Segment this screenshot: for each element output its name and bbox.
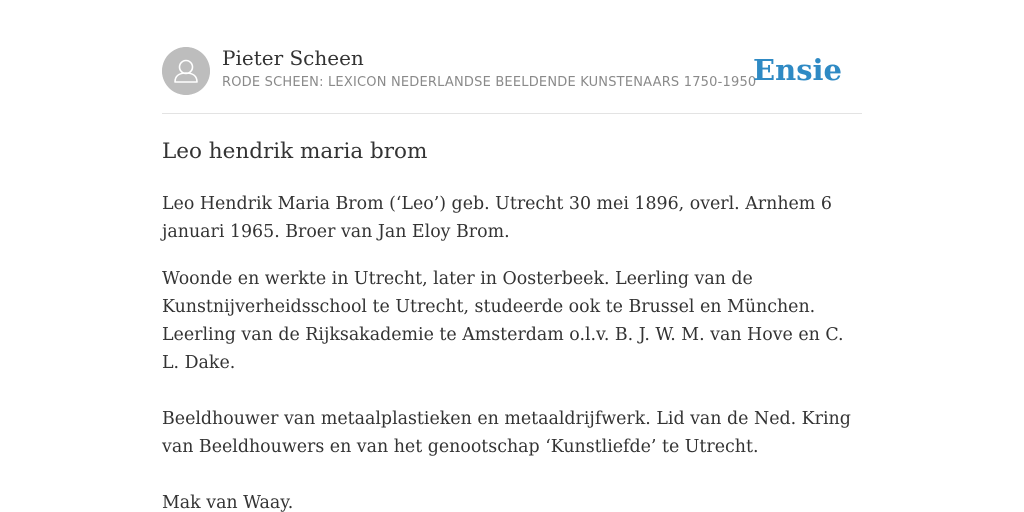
content-container xyxy=(162,0,862,512)
paragraph-reference: Mak van Waay. xyxy=(162,493,294,512)
paragraph-education: Woonde en werkte in Utrecht, later in Oosterbeek. Leerling van de Kunstnijverheidsschool te Utrecht, studeerde ook te Brussel en München. Leerling van de Rijksakademie te Amsterdam o.l.v. B. J. W. M. van Hove en C. L. Dake. xyxy=(162,269,844,373)
author-avatar[interactable] xyxy=(162,47,210,95)
author-name[interactable]: Pieter Scheen xyxy=(222,46,364,70)
article-title: Leo hendrik maria brom xyxy=(162,139,428,164)
article-body xyxy=(162,190,862,512)
paragraph-bio: Leo Hendrik Maria Brom (‘Leo’) geb. Utrecht 30 mei 1896, overl. Arnhem 6 januari 1965. Broer van Jan Eloy Brom. xyxy=(162,194,832,242)
user-icon xyxy=(162,47,210,95)
paragraph-work: Beeldhouwer van metaalplastieken en metaaldrijfwerk. Lid van de Ned. Kring van Beeldhouwers en van het genootschap ‘Kunstliefde’ te Utrecht. xyxy=(162,409,851,457)
ensie-logo[interactable]: Ensie xyxy=(753,53,842,87)
article-header xyxy=(162,0,862,114)
source-title[interactable]: RODE SCHEEN: LEXICON NEDERLANDSE BEELDENDE KUNSTENAARS 1750-1950 xyxy=(222,75,757,90)
